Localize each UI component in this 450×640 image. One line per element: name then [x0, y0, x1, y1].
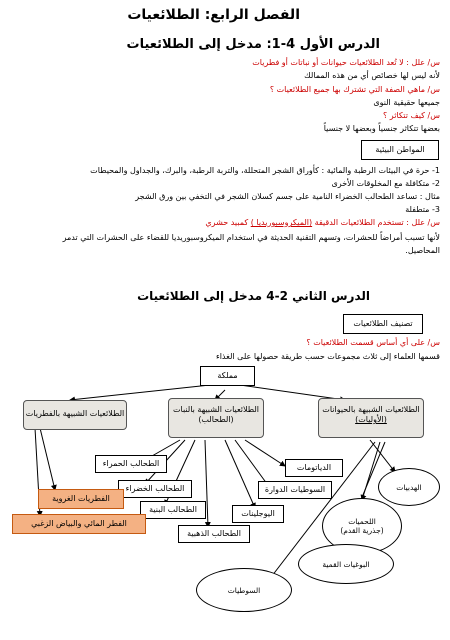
lesson1-question-1: س/ علل : لا تُعد الطلائعيات حيوانات أو نباتات أو فطريات: [252, 58, 440, 67]
plant-item-euglenoids: اليوجلينات: [232, 505, 284, 523]
classification-box: تصنيف الطلائعيات: [343, 314, 423, 334]
lesson1-question-2: س/ ماهي الصفة التي تشترك بها جميع الطلائعيات ؟: [269, 85, 440, 94]
animal-item-apicomplexans: [298, 544, 394, 584]
lesson1-title: الدرس الأول 4-1: مدخل إلى الطلائعيات: [126, 37, 380, 52]
group-plant-like-sub: (الطحالب): [198, 415, 234, 424]
plant-item-diatoms: الدياتومات: [285, 459, 343, 477]
chapter-title: الفصل الرابع: الطلائعيات: [127, 7, 300, 23]
ciliates-label: الهدبيات: [396, 482, 422, 492]
plant-item-golden-algae: الطحالب الذهبية: [178, 525, 250, 543]
lesson2-question-1: س/ على أي أساس قسمت الطلائعيات ؟: [306, 338, 440, 347]
animal-item-ciliates: [378, 468, 440, 506]
sarcodines-sub: (جذرية القدم): [340, 526, 384, 535]
question-4-insecticide: كمبيد حشري: [205, 218, 249, 227]
group-animal-like-label: الطلائعيات الشبيهة بالحيوانات: [322, 405, 420, 414]
animal-item-flagellates: [196, 568, 292, 612]
group-animal-like-sub: (الأوليات): [355, 415, 387, 424]
lesson1-question-3: س/ كيف تتكاثر ؟: [383, 111, 440, 120]
lesson1-answer-4-line-2: المحاصيل.: [405, 246, 440, 255]
fungi-item-water-molds: الفطر المائي والبياض الزغبي: [12, 514, 146, 534]
habitat-box: المواطن البيئية: [361, 140, 439, 160]
habitat-item-1: 1- حرة في البيئات الرطبة والمائية : كأوراق الشجر المتحللة، والتربة الرطبة، والبرك، والجداول والمحيطات: [90, 166, 440, 175]
sarcodines-label: اللحميات: [348, 517, 376, 526]
question-4-text: س/ علل : تستخدم الطلائعيات الدقيقة: [314, 218, 440, 227]
lesson1-answer-3: بعضها تتكاثر جنسياً وبعضها لا جنسياً: [323, 124, 440, 133]
flagellates-label: السوطيات: [227, 585, 261, 595]
habitat-item-3: 3- متطفلة: [405, 205, 440, 214]
lesson1-answer-4-line-1: لأنها تسبب أمراضاً للحشرات، وتسهم التقنية الحديثة في استخدام الميكروسبوريديا للقضاء على الحشرات التي تدمر: [62, 233, 440, 242]
group-animal-like: [318, 398, 424, 438]
lesson2-title: الدرس الثاني 2-4 مدخل إلى الطلائعيات: [137, 289, 370, 303]
apicomplexans-label: البوغيات القمية: [322, 559, 370, 569]
lesson1-answer-2: جميعها حقيقية النوى: [373, 98, 440, 107]
lesson1-answer-1: لأنه ليس لها خصائص أي من هذه الممالك: [304, 71, 440, 80]
lesson2-answer-1: قسمها العلماء إلى ثلاث مجموعات حسب طريقة حصولها على الغذاء: [215, 352, 440, 361]
plant-item-green-algae: الطحالب الخضراء: [118, 480, 192, 498]
question-4-microsporidia: (الميكروسبوريديا ): [250, 218, 313, 227]
group-plant-like: [168, 398, 264, 438]
diagram-root: مملكة: [200, 366, 255, 386]
habitat-item-2: 2- متكافلة مع المخلوقات الأخرى: [331, 179, 440, 188]
habitat-example: مثال : تساعد الطحالب الخضراء النامية على جسم كسلان الشجر في التخفي بين ورق الشجر: [135, 192, 440, 201]
plant-item-brown-algae: الطحالب البنية: [140, 501, 206, 519]
plant-item-dinoflagellates: السوطيات الدوارة: [258, 481, 332, 499]
plant-item-red-algae: الطحالب الحمراء: [95, 455, 167, 473]
group-fungi-like: الطلائعيات الشبيهة بالفطريات: [23, 400, 127, 430]
fungi-item-slime-molds: الفطريات الغروية: [38, 489, 124, 509]
group-plant-like-label: الطلائعيات الشبيهة بالنبات: [172, 405, 260, 414]
